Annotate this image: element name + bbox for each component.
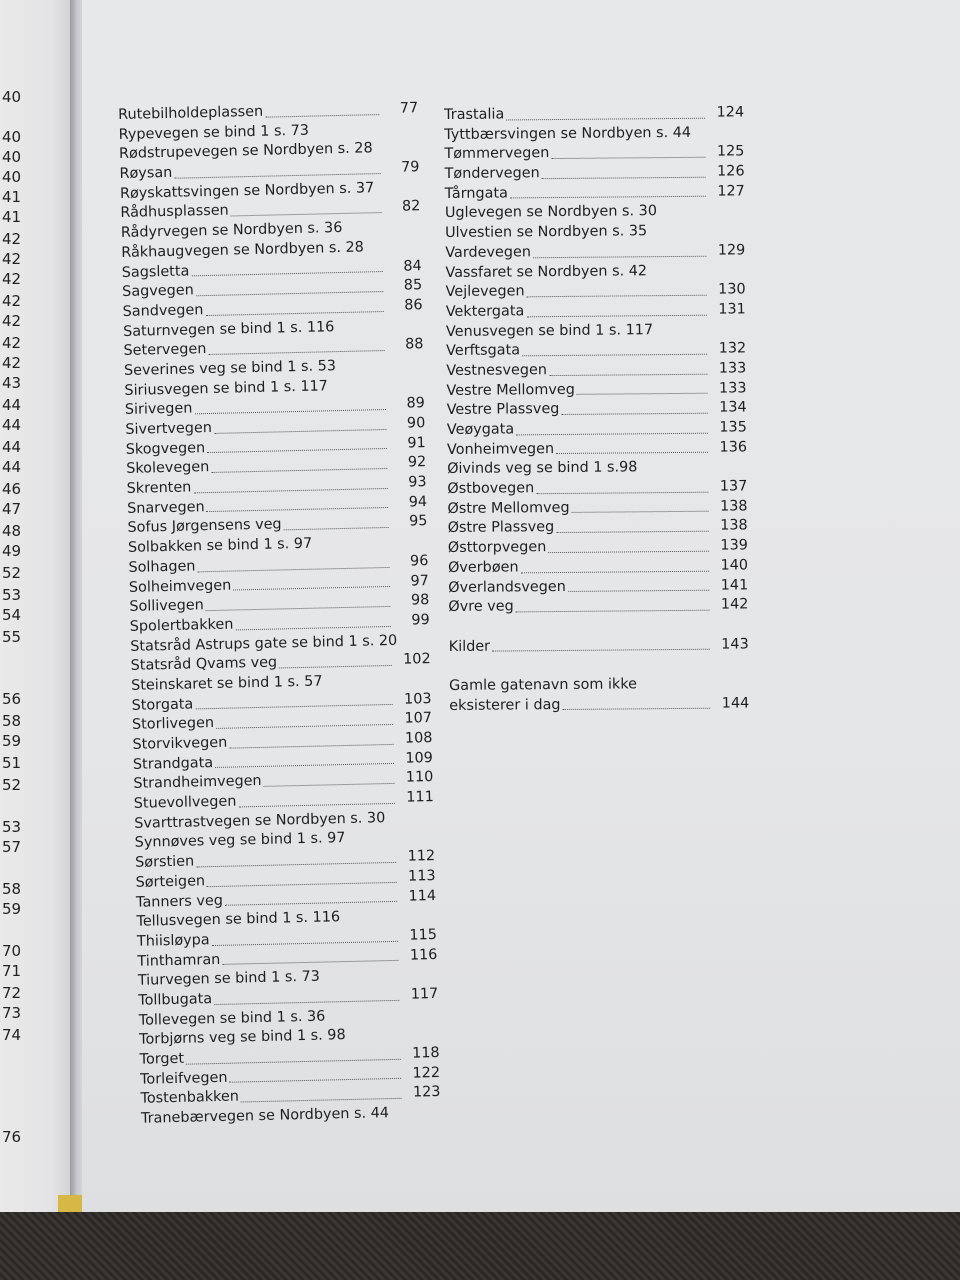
left-page-number: 44 xyxy=(2,416,22,434)
left-page-number: 49 xyxy=(2,542,22,560)
dot-leader xyxy=(549,372,707,375)
entry-page: 97 xyxy=(410,572,430,589)
entry-page: 96 xyxy=(409,552,429,570)
entry-name: Vestre Mellomveg xyxy=(446,381,575,399)
dot-leader xyxy=(191,270,382,276)
left-page-number: 57 xyxy=(2,838,22,856)
index-entry xyxy=(446,300,746,322)
left-page-number: 40 xyxy=(2,148,22,166)
entry-name: Vestre Plassveg xyxy=(446,401,560,419)
entry-name: Strandgata xyxy=(132,754,214,773)
entry-name: Vejlevegen xyxy=(445,283,525,301)
dot-leader xyxy=(215,762,394,768)
background-surface xyxy=(0,1212,960,1280)
left-page-number: 44 xyxy=(2,458,22,476)
entry-page: 143 xyxy=(721,635,749,653)
entry-name: Østbovegen xyxy=(447,480,535,498)
dot-leader xyxy=(561,412,707,415)
index-column-one xyxy=(118,99,441,1129)
entry-name: Rypevegen se bind 1 s. 73 xyxy=(118,122,310,143)
entry-name: Rødstrupevegen se Nordbyen s. 28 xyxy=(118,140,373,163)
entry-page: 140 xyxy=(720,557,749,574)
entry-name: Sollivegen xyxy=(129,597,204,616)
entry-name: Siriusvegen se bind 1 s. 117 xyxy=(124,377,329,399)
entry-page: 116 xyxy=(409,946,438,964)
entry-name: Kilder xyxy=(448,638,491,655)
entry-name: Tanners veg xyxy=(135,892,224,911)
dot-leader xyxy=(572,510,709,513)
entry-page: 136 xyxy=(719,439,748,456)
entry-name: Tinthamran xyxy=(137,951,221,970)
entry-name: Statsråd Astrups gate se bind 1 s. 20 xyxy=(130,632,398,655)
entry-page: 131 xyxy=(718,301,746,318)
entry-name: Vestnesvegen xyxy=(446,362,548,379)
dot-leader xyxy=(207,506,389,512)
entry-page: 129 xyxy=(717,242,746,259)
entry-name: Tiurvegen se bind 1 s. 73 xyxy=(137,968,321,990)
dot-leader xyxy=(542,175,706,178)
dot-leader xyxy=(279,664,392,669)
dot-leader xyxy=(241,1097,402,1103)
left-page-number: 54 xyxy=(2,606,22,624)
entry-name-line1: Gamle gatenavn som ikke xyxy=(448,676,638,694)
index-entry xyxy=(445,261,745,283)
entry-page: 138 xyxy=(719,498,748,515)
dot-leader xyxy=(264,782,395,787)
left-page-number: 70 xyxy=(2,942,22,960)
dot-leader xyxy=(568,589,709,592)
dot-leader xyxy=(238,802,394,808)
entry-page: 110 xyxy=(405,769,434,787)
entry-page: 123 xyxy=(412,1084,441,1101)
entry-name: Trastalia xyxy=(444,106,505,123)
left-page-number: 74 xyxy=(2,1026,22,1044)
left-page-number: 40 xyxy=(2,88,22,106)
entry-page: 93 xyxy=(408,474,427,491)
index-entry xyxy=(447,497,747,519)
entry-name: Torbjørns veg se bind 1 s. 98 xyxy=(139,1027,346,1049)
entry-page: 88 xyxy=(404,336,424,353)
dot-leader xyxy=(233,585,390,591)
entry-name: Uglevegen se Nordbyen s. 30 xyxy=(444,203,658,222)
entry-name: Statsråd Qvams veg xyxy=(130,654,278,675)
index-entry xyxy=(445,162,745,184)
entry-name: Sofus Jørgensens veg xyxy=(127,516,282,537)
left-page-number: 42 xyxy=(2,292,22,310)
dot-leader xyxy=(195,703,392,709)
entry-name: Steinskaret se bind 1 s. 57 xyxy=(130,673,323,694)
index-entry xyxy=(446,281,746,303)
entry-page: 122 xyxy=(412,1064,441,1082)
entry-name: Rådhusplassen xyxy=(120,202,229,222)
entry-page: 107 xyxy=(404,710,433,727)
entry-page: 92 xyxy=(407,454,427,471)
dot-leader xyxy=(196,861,396,868)
entry-page: 134 xyxy=(719,399,747,416)
left-page-number: 41 xyxy=(2,188,22,206)
left-page-number: 42 xyxy=(2,230,22,248)
entry-name: Røyskattsvingen se Nordbyen s. 37 xyxy=(119,179,375,202)
entry-name: Tellusvegen se bind 1 s. 116 xyxy=(136,909,341,930)
index-entry-gamle-gatenavn xyxy=(449,674,749,716)
dot-leader xyxy=(195,408,386,414)
index-entry xyxy=(448,517,748,539)
entry-name: Østtorpvegen xyxy=(447,539,547,557)
index-entry xyxy=(445,202,745,224)
entry-name: Øverbøen xyxy=(447,559,519,576)
left-page-number: 46 xyxy=(2,480,22,498)
dot-leader xyxy=(225,900,397,906)
dot-leader xyxy=(522,353,707,357)
entry-name: Tyttbærsvingen se Nordbyen s. 44 xyxy=(444,124,692,143)
entry-name: Sivertvegen xyxy=(125,419,213,438)
entry-name: Torget xyxy=(139,1050,185,1068)
entry-name: Synnøves veg se bind 1 s. 97 xyxy=(134,830,346,852)
entry-page: 132 xyxy=(718,340,747,357)
index-entry xyxy=(448,556,748,578)
entry-page: 115 xyxy=(409,926,438,944)
dot-leader xyxy=(207,447,387,453)
entry-page: 125 xyxy=(716,143,745,160)
left-page-number: 42 xyxy=(2,250,22,268)
entry-page: 94 xyxy=(408,493,428,511)
entry-name: Tøndervegen xyxy=(444,165,540,183)
dot-leader xyxy=(284,526,389,530)
entry-name: Solhagen xyxy=(128,558,196,576)
entry-page: 114 xyxy=(408,887,437,905)
entry-name: Venusvegen se bind 1 s. 117 xyxy=(445,321,654,340)
left-page-number: 40 xyxy=(2,168,22,186)
entry-name: Verftsgata xyxy=(446,342,521,360)
left-page-number: 55 xyxy=(2,628,22,646)
entry-name: Snarvegen xyxy=(126,498,205,517)
left-page-number: 44 xyxy=(2,396,22,414)
entry-page: 98 xyxy=(410,592,430,609)
entry-name: Skolevegen xyxy=(126,459,210,478)
index-entry xyxy=(447,418,747,440)
dot-leader xyxy=(206,605,391,611)
entry-name: Storlivegen xyxy=(131,715,215,734)
entry-name: Tømmervegen xyxy=(444,145,550,163)
dot-leader xyxy=(216,723,393,729)
left-page-number: 76 xyxy=(2,1128,22,1146)
entry-name: Tollevegen se bind 1 s. 36 xyxy=(138,1008,326,1029)
entry-name: Vardevegen xyxy=(445,244,532,261)
entry-page: 113 xyxy=(407,867,436,885)
entry-page: 126 xyxy=(717,163,745,180)
left-page-edge xyxy=(0,0,74,1215)
index-column-two xyxy=(444,103,749,716)
entry-page: 124 xyxy=(716,104,745,121)
dot-leader xyxy=(265,113,379,118)
index-entry xyxy=(444,143,744,165)
entry-name: Øivinds veg se bind 1 s.98 xyxy=(447,459,638,478)
entry-name: Setervegen xyxy=(123,341,207,360)
index-entry xyxy=(447,399,747,421)
entry-page: 112 xyxy=(407,848,436,865)
entry-page: 141 xyxy=(720,576,749,594)
entry-name: Vektergata xyxy=(445,303,525,320)
entry-page: 103 xyxy=(403,690,432,708)
entry-page: 117 xyxy=(410,985,439,1003)
left-page-number: 51 xyxy=(2,754,22,772)
left-page-number: 47 xyxy=(2,500,22,518)
entry-name: Svarttrastvegen se Nordbyen s. 30 xyxy=(134,809,386,832)
dot-leader xyxy=(214,428,386,434)
left-page-number: 56 xyxy=(2,690,22,708)
left-page-number: 41 xyxy=(2,208,22,226)
entry-name: Saturnvegen se bind 1 s. 116 xyxy=(122,318,335,340)
entry-name: Skrenten xyxy=(126,479,192,497)
entry-page: 118 xyxy=(411,1044,440,1062)
entry-name: Sagsletta xyxy=(121,262,190,281)
entry-page: 84 xyxy=(403,257,422,275)
left-page-number: 48 xyxy=(2,522,22,540)
left-page-number: 53 xyxy=(2,818,22,836)
entry-name: Spolertbakken xyxy=(129,616,234,635)
dot-leader xyxy=(186,1058,401,1065)
dot-leader xyxy=(516,431,708,435)
dot-leader xyxy=(198,565,390,571)
dot-leader xyxy=(214,998,399,1004)
dot-leader xyxy=(231,211,382,216)
left-page-number: 71 xyxy=(2,962,22,980)
index-entry xyxy=(446,359,746,381)
dot-leader xyxy=(229,743,393,749)
left-page-number: 52 xyxy=(2,776,22,794)
entry-name: Strandheimvegen xyxy=(133,773,262,793)
entry-page: 133 xyxy=(718,360,747,377)
entry-name: Øverlandsvegen xyxy=(448,578,566,596)
dot-leader xyxy=(235,625,390,631)
entry-name: Severines veg se bind 1 s. 53 xyxy=(123,358,337,379)
index-entry xyxy=(445,182,745,204)
entry-page: 91 xyxy=(407,434,426,452)
index-entry xyxy=(445,222,745,244)
left-page-number: 58 xyxy=(2,880,22,898)
entry-name: Sagvegen xyxy=(122,282,194,301)
index-entry xyxy=(447,438,747,460)
entry-page: 85 xyxy=(403,277,423,294)
entry-name: Sørteigen xyxy=(135,873,206,891)
dot-leader xyxy=(563,707,711,710)
index-entry xyxy=(448,596,748,618)
index-entry xyxy=(448,536,748,558)
dot-leader xyxy=(211,467,387,473)
entry-page: 111 xyxy=(406,789,434,806)
dot-leader xyxy=(556,451,708,454)
entry-page: 144 xyxy=(721,695,750,712)
entry-name: Tårngata xyxy=(444,185,508,202)
entry-name: Ulvestien se Nordbyen s. 35 xyxy=(445,223,648,242)
entry-name: Røysan xyxy=(119,164,173,183)
left-page-number: 44 xyxy=(2,438,22,456)
entry-name: Solheimvegen xyxy=(128,577,232,596)
entry-name: Rådyrvegen se Nordbyen s. 36 xyxy=(120,220,343,242)
left-page-number: 59 xyxy=(2,900,22,918)
left-page-number: 43 xyxy=(2,374,22,392)
entry-name: Østre Mellomveg xyxy=(447,499,570,517)
entry-name: Skogvegen xyxy=(125,439,206,458)
entry-name: Tranebærvegen se Nordbyen s. 44 xyxy=(140,1105,390,1127)
entry-page: 102 xyxy=(402,651,431,668)
index-entry xyxy=(444,103,744,125)
left-page-number: 52 xyxy=(2,564,22,582)
dot-leader xyxy=(527,294,707,298)
left-page-number: 42 xyxy=(2,334,22,352)
entry-name: Vassfaret se Nordbyen s. 42 xyxy=(445,262,648,281)
entry-name: Råkhaugvegen se Nordbyen s. 28 xyxy=(121,239,364,261)
dot-leader xyxy=(533,254,706,258)
entry-page: 89 xyxy=(406,395,426,412)
entry-name: Storvikvegen xyxy=(132,734,228,753)
dot-leader xyxy=(521,569,709,573)
entry-name: Thiisløypa xyxy=(136,932,210,950)
entry-name: Veøygata xyxy=(446,421,515,438)
dot-leader xyxy=(577,392,708,395)
dot-leader xyxy=(536,490,708,494)
dot-leader xyxy=(548,550,709,553)
dot-leader xyxy=(510,195,706,199)
left-page-number: 72 xyxy=(2,984,22,1002)
entry-name: Tostenbakken xyxy=(140,1088,240,1108)
entry-page: 109 xyxy=(405,749,434,767)
left-page-number: 42 xyxy=(2,312,22,330)
entry-page: 127 xyxy=(717,183,745,200)
entry-page: 135 xyxy=(719,419,747,436)
entry-name: Sandvegen xyxy=(122,301,204,320)
dot-leader xyxy=(205,310,383,316)
entry-name: Tollbugata xyxy=(138,991,213,1009)
entry-page: 130 xyxy=(718,281,746,298)
dot-leader xyxy=(222,959,398,965)
index-entry xyxy=(447,477,747,499)
entry-name: Sørstien xyxy=(134,853,195,871)
dot-leader xyxy=(506,116,705,120)
entry-page: 95 xyxy=(409,513,428,530)
dot-leader xyxy=(193,487,387,493)
dot-leader xyxy=(551,156,705,159)
left-page-number: 59 xyxy=(2,732,22,750)
index-entry xyxy=(446,340,746,362)
entry-name: Vonheimvegen xyxy=(446,440,555,458)
entry-page: 77 xyxy=(399,100,419,117)
index-entry xyxy=(445,241,745,263)
entry-name: Østre Plassveg xyxy=(447,519,555,537)
left-page-number: 73 xyxy=(2,1004,22,1022)
left-page-number: 40 xyxy=(2,128,22,146)
index-entry xyxy=(444,123,744,145)
dot-leader xyxy=(207,880,397,886)
left-page-number: 42 xyxy=(2,270,22,288)
entry-page: 108 xyxy=(404,730,433,747)
entry-page: 138 xyxy=(720,517,748,535)
entry-page: 86 xyxy=(404,297,423,314)
entry-page: 99 xyxy=(411,611,430,629)
left-page-number: 42 xyxy=(2,354,22,372)
dot-leader xyxy=(492,648,710,652)
entry-page: 90 xyxy=(406,415,426,432)
entry-name: Stuevollvegen xyxy=(133,793,237,812)
index-entry-kilder xyxy=(449,635,749,657)
dot-leader xyxy=(196,290,383,296)
index-entry xyxy=(446,379,746,401)
dot-leader xyxy=(230,1077,402,1083)
index-entry xyxy=(446,320,746,342)
dot-leader xyxy=(556,530,709,533)
entry-name: Storgata xyxy=(131,696,194,714)
entry-name: Øvre veg xyxy=(448,598,514,616)
entry-name: Torleifvegen xyxy=(139,1069,228,1088)
entry-name: Sirivegen xyxy=(124,400,193,419)
entry-page: 137 xyxy=(719,478,748,495)
dot-leader xyxy=(174,172,380,179)
entry-name: Rutebilholdeplassen xyxy=(118,103,264,123)
entry-page: 82 xyxy=(401,198,421,216)
index-entry xyxy=(447,458,747,480)
dot-leader xyxy=(516,609,710,613)
dot-leader xyxy=(209,349,385,355)
entry-page: 79 xyxy=(400,159,420,176)
entry-page: 142 xyxy=(720,596,749,613)
left-page-number: 58 xyxy=(2,712,22,730)
left-page-number: 53 xyxy=(2,586,22,604)
index-entry xyxy=(448,576,748,598)
entry-name: Solbakken se bind 1 s. 97 xyxy=(127,535,313,557)
dot-leader xyxy=(526,313,707,317)
entry-page: 139 xyxy=(720,537,748,554)
entry-page: 133 xyxy=(718,379,747,397)
entry-name-line2: eksisterer i dag xyxy=(449,696,561,714)
dot-leader xyxy=(212,939,398,945)
